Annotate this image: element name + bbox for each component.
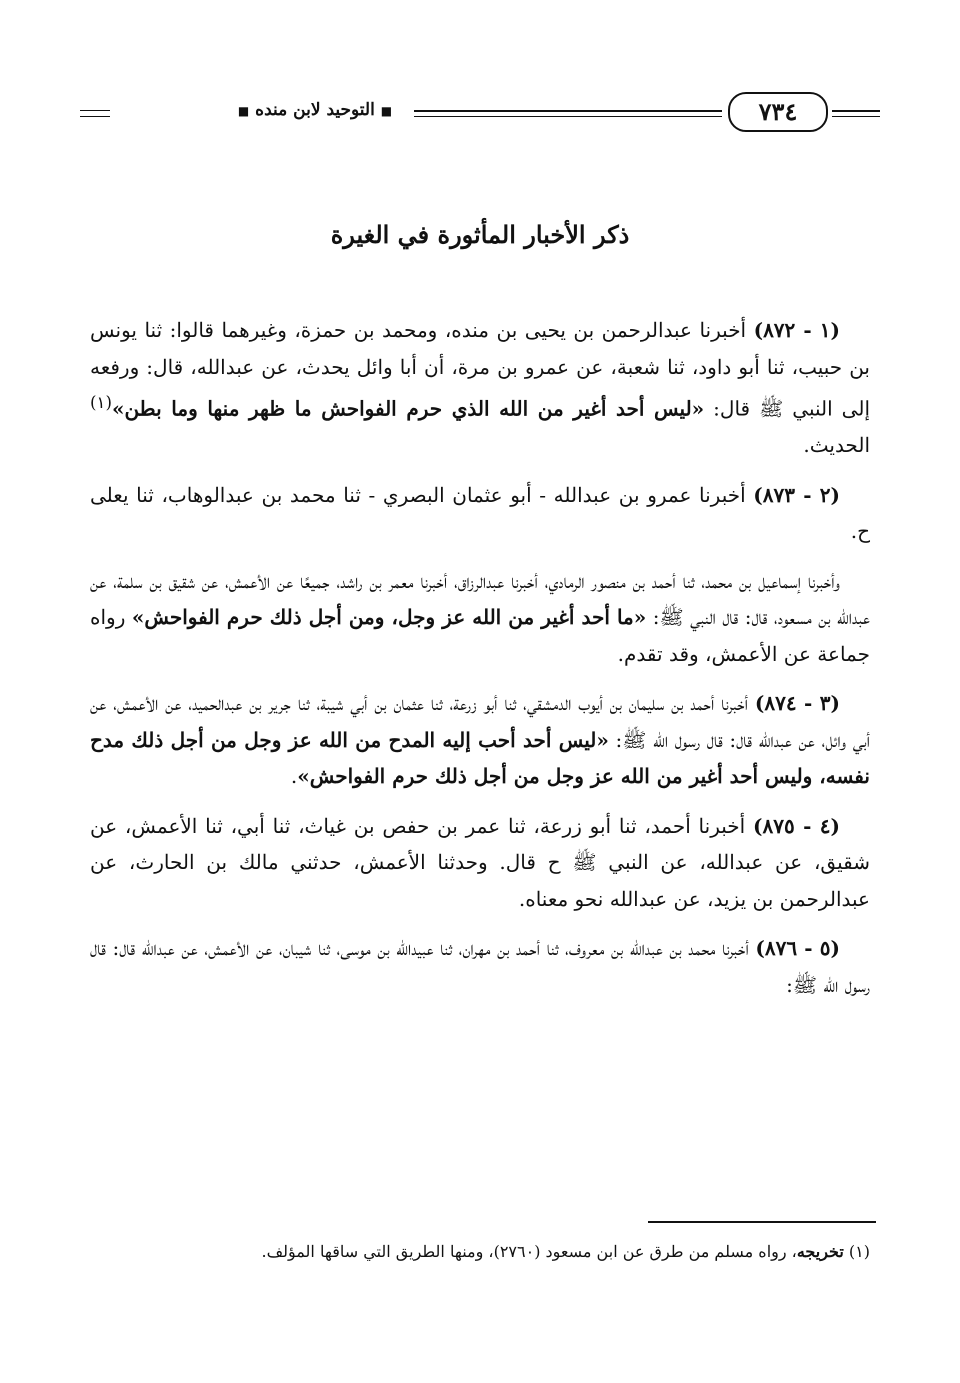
hadith-paragraph	[90, 563, 870, 673]
main-text	[90, 312, 870, 1016]
isnad-text: أخبرنا عمرو بن عبدالله - أبو عثمان البصري - ثنا محمد بن عبدالوهاب، ثنا يعلى ح.	[90, 482, 870, 544]
hadith-number: (٢ - ٨٧٣)	[753, 482, 840, 507]
book-title: ■ التوحيد لابن منده ■	[237, 100, 393, 120]
footnote	[90, 1240, 870, 1264]
footnote-rule	[648, 1221, 876, 1223]
header-rule	[80, 110, 110, 111]
header-rule	[832, 116, 880, 117]
trailing-text: .	[290, 764, 298, 789]
hadith-text: «ليس أحد أغير من الله الذي حرم الفواحش ما ظهر منها وما بطن»	[111, 396, 705, 421]
header-rule	[414, 116, 722, 117]
isnad-text: أخبرنا أحمد، ثنا أبو زرعة، ثنا عمر بن حفص بن غياث، ثنا أبي، ثنا الأعمش، عن شقيق، عن عبدالله، عن النبي ﷺ ح قال. وحدثنا الأعمش، حدثني مالك بن الحارث، عن عبدالرحمن بن يزيد، عن عبدالله نحو معناه.	[90, 813, 870, 911]
hadith-paragraph	[90, 930, 870, 1003]
isnad-text: أخبرنا عبدالرحمن بن يحيى بن منده، ومحمد بن حمزة، وغيرهما قالوا: ثنا يونس بن حبيب، ثنا أبو داود، ثنا شعبة، عن عمرو بن مرة، أن أبا وائل يحدث، عن عبدالله، قال: ورفعه إلى النبي ﷺ قال:	[90, 318, 870, 421]
isnad-text: أخبرنا محمد بن عبدالله بن معروف، ثنا أحمد بن مهران، ثنا عبيدالله بن موسى، ثنا شيبان، عن الأعمش، عن عبدالله قال: قال رسول الله ﷺ:	[90, 936, 870, 997]
hadith-text: «ما أحد أغير من الله عز وجل، ومن أجل ذلك حرم الفواحش»	[131, 605, 647, 630]
isnad-text: وأخبرنا إسماعيل بن محمد، ثنا أحمد بن منصور الرمادي، أخبرنا عبدالرزاق، أخبرنا معمر بن راشد، جميعًا عن الأعمش، عن شقيق بن سلمة، عن عبدالله بن مسعود، قال: قال النبي ﷺ:	[90, 568, 870, 630]
footnote-ref[interactable]: (١)	[90, 393, 112, 412]
header-rule	[832, 110, 880, 112]
hadith-number: (٤ - ٨٧٥)	[753, 813, 840, 838]
running-header	[80, 88, 880, 138]
trailing-text: رواه جماعة عن الأعمش، وقد تقدم.	[90, 605, 870, 666]
hadith-number: (٥ - ٨٧٦)	[755, 936, 840, 961]
hadith-number: (٣ - ٨٧٤)	[754, 691, 840, 716]
footnote-text: ، رواه مسلم من طرق عن ابن مسعود (٢٧٦٠)، ومنها الطريق التي ساقها المؤلف.	[261, 1242, 797, 1261]
footnote-label: تخريجه	[796, 1242, 844, 1261]
isnad-text: أخبرنا أحمد بن سليمان بن أيوب الدمشقي، ثنا أبو زرعة، ثنا عثمان بن أبي شيبة، ثنا جرير بن عبدالحميد، عن الأعمش، عن أبي وائل، عن عبدالله قال: قال رسول الله ﷺ:	[90, 691, 870, 752]
section-title: ذكر الأخبار المأثورة في الغيرة	[330, 220, 630, 249]
square-ornament: ■	[237, 104, 250, 118]
hadith-paragraph	[90, 312, 870, 464]
hadith-paragraph	[90, 808, 870, 918]
trailing-text: الحديث.	[803, 433, 870, 458]
hadith-number: (١ - ٨٧٢)	[753, 318, 840, 342]
hadith-paragraph	[90, 477, 870, 550]
header-rule	[80, 116, 110, 117]
footnote-marker: (١)	[848, 1242, 870, 1261]
square-ornament: ■	[380, 104, 393, 118]
hadith-paragraph	[90, 685, 870, 795]
hadith-text: «ليس أحد أحب إليه المدح من الله عز وجل من أجل ذلك مدح نفسه، وليس أحد أغير من الله عز وجل من أجل ذلك حرم الفواحش»	[90, 727, 870, 789]
page-number: ٧٣٤	[728, 92, 828, 132]
header-rule	[414, 110, 722, 112]
